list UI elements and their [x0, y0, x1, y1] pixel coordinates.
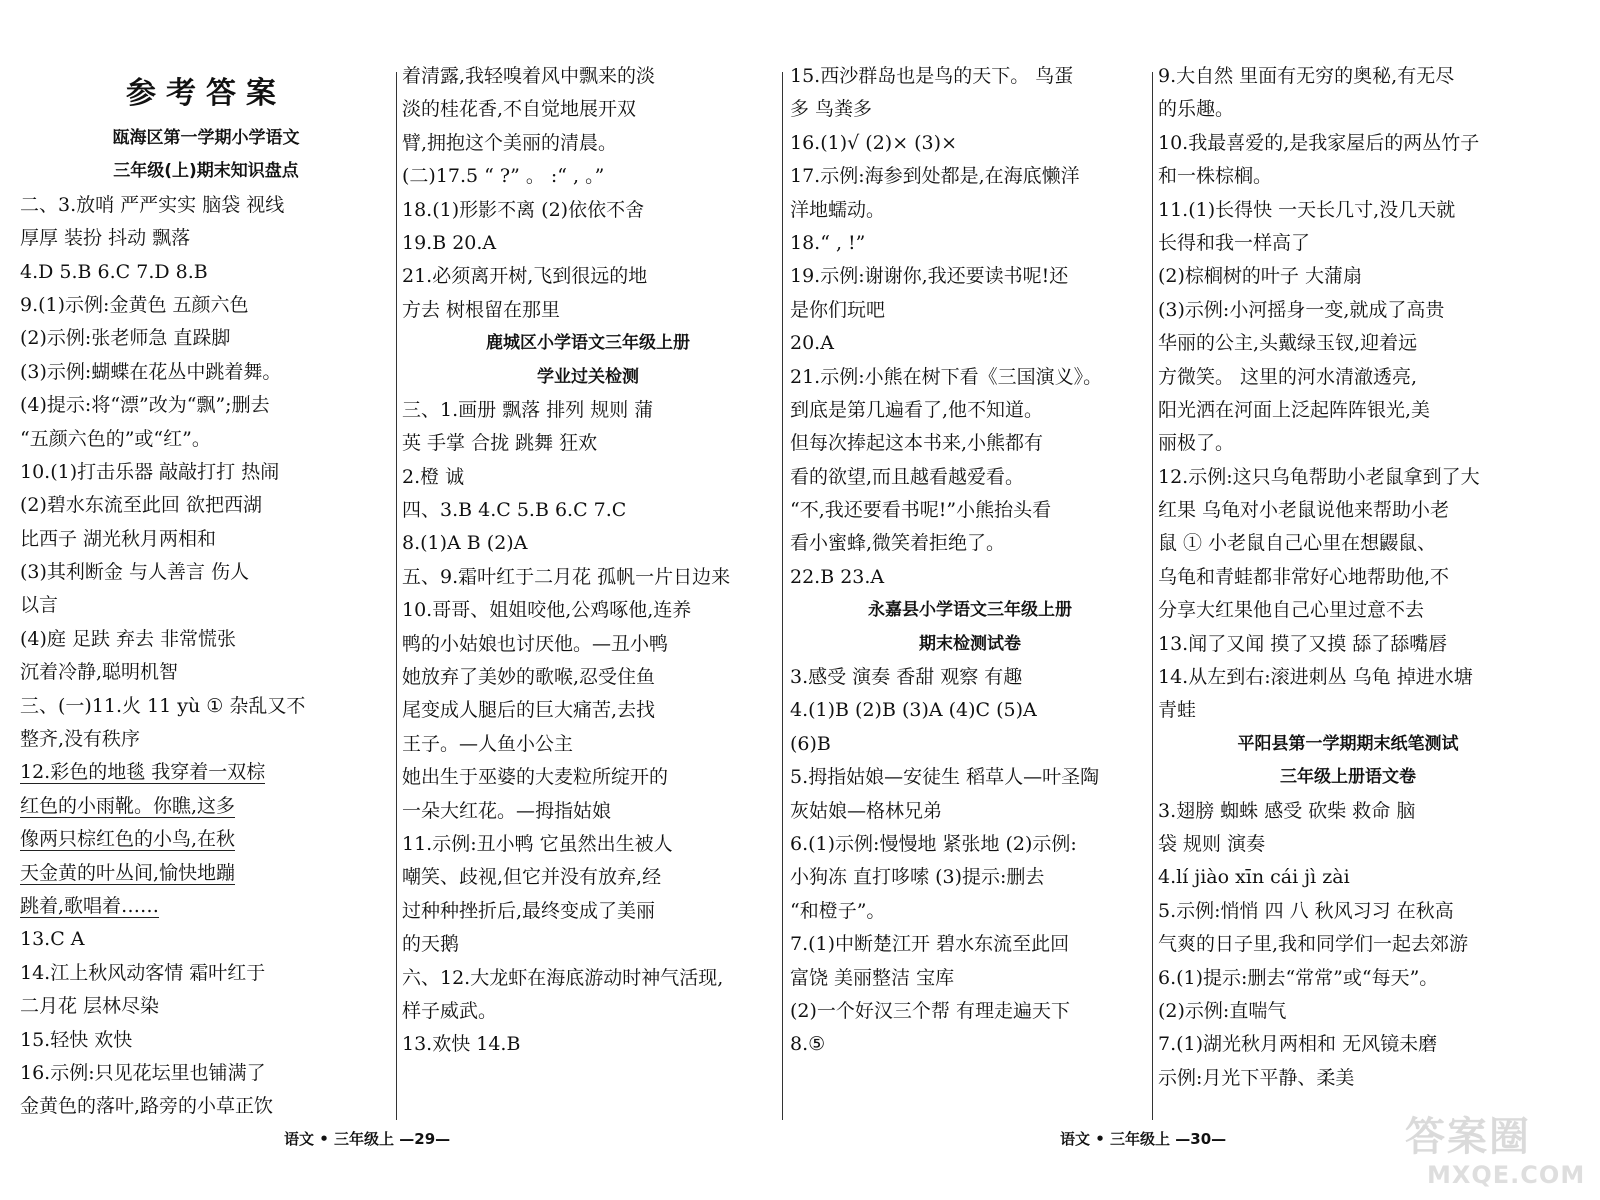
answer-line — [20, 256, 392, 289]
answer-line — [790, 361, 1150, 394]
answer-line — [1158, 260, 1538, 293]
answer-text: 6.(1)提示:删去“常常”或“每天”。 — [1158, 966, 1439, 989]
answer-text: 乌龟和青蛙都非常好心地帮助他,不 — [1158, 565, 1450, 588]
answer-line — [20, 623, 392, 656]
answer-line — [1158, 962, 1538, 995]
answer-text: 的乐趣。 — [1158, 98, 1235, 121]
answer-line — [402, 561, 774, 594]
answer-line — [790, 694, 1150, 727]
answer-line — [402, 828, 774, 861]
answer-text: 尾变成人腿后的巨大痛苦,去找 — [402, 699, 656, 722]
watermark-url: MXQE.COM — [1427, 1161, 1586, 1189]
answer-line — [790, 795, 1150, 828]
answer-text: “和橙子”。 — [790, 899, 886, 922]
answer-text: 6.(1)示例:慢慢地 紧张地 (2)示例: — [790, 832, 1077, 855]
answer-text: 青蛙 — [1158, 699, 1197, 722]
answer-line — [1158, 494, 1538, 527]
answer-line — [20, 1024, 392, 1057]
answer-text: 五、9.霜叶红于二月花 孤帆一片日边来 — [402, 565, 731, 588]
answer-line — [790, 461, 1150, 494]
answer-text: 富饶 美丽整洁 宝库 — [790, 966, 955, 989]
answer-text: (3)示例:小河摇身一变,就成了高贵 — [1158, 298, 1445, 321]
answer-text: 嘲笑、歧视,但它并没有放弃,经 — [402, 866, 662, 889]
answer-text: 瓯海区第一学期小学语文 — [112, 128, 300, 148]
answer-text: 天金黄的叶丛间,愉快地蹦 — [20, 861, 236, 884]
answer-text: 英 手掌 合拢 跳舞 狂欢 — [402, 432, 598, 455]
answer-line — [1158, 995, 1538, 1028]
answer-line — [402, 1028, 774, 1061]
answer-text: 和一株棕榈。 — [1158, 165, 1273, 188]
answer-text: 16.示例:只见花坛里也铺满了 — [20, 1061, 266, 1084]
answer-line — [1158, 1062, 1538, 1095]
answer-text: 示例:月光下平静、柔美 — [1158, 1066, 1355, 1089]
answer-text: 红色的小雨靴。你瞧,这多 — [20, 794, 236, 817]
answer-line — [402, 962, 774, 995]
answer-line — [20, 823, 392, 856]
answer-text: 长得和我一样高了 — [1158, 231, 1311, 254]
answer-line — [790, 928, 1150, 961]
answer-text: 袋 规则 演奏 — [1158, 832, 1266, 855]
answer-line — [402, 194, 774, 227]
answer-line — [1158, 394, 1538, 427]
answer-line — [20, 690, 392, 723]
section-heading — [1158, 728, 1538, 761]
answer-line — [1158, 694, 1538, 727]
answer-text: 平阳县第一学期期末纸笔测试 — [1237, 733, 1459, 754]
answer-line — [402, 227, 774, 260]
answer-text: “五颜六色的”或“红”。 — [20, 427, 211, 450]
answer-line — [20, 523, 392, 556]
answer-line — [402, 661, 774, 694]
answer-line — [790, 995, 1150, 1028]
answer-line — [1158, 594, 1538, 627]
answer-text: 整齐,没有秩序 — [20, 728, 141, 751]
answer-text: 以言 — [20, 594, 59, 617]
answer-text: 5.拇指姑娘—安徒生 稻草人—叶圣陶 — [790, 766, 1100, 789]
answer-text: 4.D 5.B 6.C 7.D 8.B — [20, 260, 208, 283]
answer-text: 气爽的日子里,我和同学们一起去郊游 — [1158, 933, 1469, 956]
column-divider — [1152, 72, 1153, 1120]
answer-line — [790, 561, 1150, 594]
answer-text: 方去 树根留在那里 — [402, 298, 561, 321]
answer-text: 16.(1)√ (2)× (3)× — [790, 131, 957, 154]
answer-text: 二、3.放哨 严严实实 脑袋 视线 — [20, 193, 285, 216]
answer-line — [20, 456, 392, 489]
answer-text: 13.C A — [20, 928, 85, 951]
answer-line — [402, 93, 774, 126]
answer-line — [790, 761, 1150, 794]
answer-text: 10.哥哥、姐姐咬他,公鸡啄他,连养 — [402, 599, 692, 622]
answer-text: 期末检测试卷 — [919, 633, 1021, 654]
answer-line — [20, 756, 392, 789]
answer-text: 9.(1)示例:金黄色 五颜六色 — [20, 293, 249, 316]
answer-line — [1158, 895, 1538, 928]
answer-text: 12.示例:这只乌龟帮助小老鼠拿到了大 — [1158, 465, 1480, 488]
answer-text: (4)提示:将“漂”改为“飘”;删去 — [20, 394, 270, 417]
answer-text: (4)庭 足趺 弃去 非常慌张 — [20, 627, 237, 650]
answer-line — [1158, 194, 1538, 227]
answer-text: 8.⑤ — [790, 1033, 826, 1056]
answer-text: 过种种挫折后,最终变成了美丽 — [402, 899, 656, 922]
answer-text: (2)棕榈树的叶子 大蒲扇 — [1158, 265, 1362, 288]
answer-text: 5.示例:悄悄 四 八 秋风习习 在秋高 — [1158, 899, 1454, 922]
answer-text: 到底是第几遍看了,他不知道。 — [790, 398, 1044, 421]
answer-text: 3.翅膀 蜘蛛 感受 砍柴 救命 脑 — [1158, 799, 1416, 822]
answer-line — [790, 227, 1150, 260]
answer-text: 小狗冻 直打哆嗦 (3)提示:删去 — [790, 866, 1045, 889]
answer-line — [20, 322, 392, 355]
answer-text: 六、12.大龙虾在海底游动时神气活现, — [402, 966, 724, 989]
answer-text: 2.橙 诚 — [402, 465, 465, 488]
answer-line — [1158, 828, 1538, 861]
answer-text: 19.示例:谢谢你,我还要读书呢!还 — [790, 265, 1069, 288]
answer-line — [402, 594, 774, 627]
section-heading — [402, 327, 774, 360]
section-heading — [790, 594, 1150, 627]
answer-text: 12.彩色的地毯 我穿着一双棕 — [20, 761, 266, 784]
answer-line — [402, 694, 774, 727]
answer-line — [790, 160, 1150, 193]
answer-line — [1158, 527, 1538, 560]
column-4 — [1158, 60, 1538, 1095]
answer-line — [1158, 160, 1538, 193]
answer-line — [402, 527, 774, 560]
answer-text: 鸭的小姑娘也讨厌他。—丑小鸭 — [402, 632, 669, 655]
answer-line — [790, 427, 1150, 460]
answer-text: 是你们玩吧 — [790, 298, 886, 321]
answer-text: 三、1.画册 飘落 排列 规则 蒲 — [402, 398, 654, 421]
watermark-text: 答案圈 — [1405, 1114, 1531, 1160]
answer-line — [1158, 628, 1538, 661]
answer-text: 10.(1)打击乐器 敲敲打打 热闹 — [20, 460, 280, 483]
answer-line — [402, 795, 774, 828]
answer-line — [790, 661, 1150, 694]
answer-line — [1158, 928, 1538, 961]
answer-line — [790, 327, 1150, 360]
section-heading — [1158, 761, 1538, 794]
answer-text: 3.感受 演奏 香甜 观察 有趣 — [790, 666, 1023, 689]
answer-line — [1158, 227, 1538, 260]
answer-text: 臂,拥抱这个美丽的清晨。 — [402, 131, 618, 154]
answer-text: 她放弃了美妙的歌喉,忍受住鱼 — [402, 666, 656, 689]
answer-text: 比西子 湖光秋月两相和 — [20, 527, 217, 550]
page-footer-left: 语文 • 三年级上 —29— — [284, 1130, 451, 1148]
answer-text: 沉着冷静,聪明机智 — [20, 661, 179, 684]
answer-line — [20, 990, 392, 1023]
answer-line — [1158, 661, 1538, 694]
answer-text: 三年级(上)期末知识盘点 — [113, 161, 299, 182]
answer-text: 15.西沙群岛也是鸟的天下。 鸟蛋 — [790, 65, 1074, 87]
answer-line — [1158, 1028, 1538, 1061]
section-heading — [790, 628, 1150, 661]
answer-text: 8.(1)A B (2)A — [402, 532, 528, 555]
answer-text: 像两只棕红色的小鸟,在秋 — [20, 828, 236, 851]
answer-text: 21.示例:小熊在树下看《三国演义》。 — [790, 365, 1103, 388]
answer-line — [1158, 427, 1538, 460]
answer-line — [790, 728, 1150, 761]
answer-line — [20, 723, 392, 756]
answer-line — [402, 494, 774, 527]
answer-text: 看小蜜蜂,微笑着拒绝了。 — [790, 532, 1006, 555]
answer-line — [790, 494, 1150, 527]
answer-text: 样子威武。 — [402, 999, 498, 1022]
answer-line — [790, 260, 1150, 293]
answer-text: 洋地蠕动。 — [790, 198, 886, 221]
watermark-logo — [1405, 1105, 1591, 1193]
answer-text: 14.从左到右:滚进刺丛 乌龟 掉进水塘 — [1158, 666, 1473, 689]
answer-text: (2)碧水东流至此回 欲把西湖 — [20, 494, 262, 517]
answer-text: 鼠 ① 小老鼠自己心里在想鼹鼠、 — [1158, 532, 1437, 555]
answer-line — [790, 1028, 1150, 1061]
answer-text: 四、3.B 4.C 5.B 6.C 7.C — [402, 499, 627, 522]
section-heading — [20, 122, 392, 155]
answer-text: 方微笑。 这里的河水清澈透亮, — [1158, 365, 1418, 388]
answer-text: 15.轻快 欢快 — [20, 1028, 133, 1051]
answer-text: 跳着,歌唱着…… — [20, 894, 160, 917]
answer-line — [1158, 93, 1538, 126]
answer-line — [402, 761, 774, 794]
answer-line — [20, 957, 392, 990]
answer-line — [402, 260, 774, 293]
answer-text: 三、(一)11.火 11 yù ① 杂乱又不 — [20, 694, 306, 717]
answer-line — [402, 294, 774, 327]
answer-line — [20, 890, 392, 923]
answer-text: 着清露,我轻嗅着风中飘来的淡 — [402, 65, 656, 87]
section-heading — [20, 155, 392, 188]
answer-text: 4.lí jiào xīn cái jì zài — [1158, 866, 1350, 889]
answer-line — [20, 790, 392, 823]
answer-text: 13.闻了又闻 摸了又摸 舔了舔嘴唇 — [1158, 632, 1448, 655]
answer-line — [20, 656, 392, 689]
answer-line — [20, 489, 392, 522]
answer-line — [402, 861, 774, 894]
answer-text: 的天鹅 — [402, 933, 460, 956]
answer-text: (3)其利断金 与人善言 伤人 — [20, 561, 249, 584]
answer-text: 三年级上册语文卷 — [1280, 767, 1416, 788]
answer-text: 丽极了。 — [1158, 432, 1235, 455]
answer-line — [790, 527, 1150, 560]
answer-text: 看的欲望,而且越看越爱看。 — [790, 465, 1025, 488]
answer-line — [402, 628, 774, 661]
answer-line — [20, 556, 392, 589]
answer-text: 厚厚 装扮 抖动 飘落 — [20, 227, 191, 250]
column-2 — [402, 60, 774, 1062]
column-divider — [782, 72, 783, 1120]
answer-text: 她出生于巫婆的大麦粒所绽开的 — [402, 766, 669, 789]
answer-text: 13.欢快 14.B — [402, 1033, 521, 1056]
answer-text: 金黄色的落叶,路旁的小草正饮 — [20, 1095, 274, 1118]
answer-text: 11.示例:丑小鸭 它虽然出生被人 — [402, 832, 673, 855]
answer-line — [402, 461, 774, 494]
answer-text: 19.B 20.A — [402, 231, 497, 254]
answer-text: 7.(1)中断楚江开 碧水东流至此回 — [790, 933, 1070, 956]
answer-text: 鹿城区小学语文三年级上册 — [486, 333, 690, 354]
answer-text: 学业过关检测 — [537, 366, 639, 387]
answer-text: 22.B 23.A — [790, 565, 885, 588]
answer-text: 18.(1)形影不离 (2)依依不舍 — [402, 198, 645, 221]
section-heading — [402, 361, 774, 394]
answer-line — [1158, 294, 1538, 327]
answer-text: (3)示例:蝴蝶在花丛中跳着舞。 — [20, 360, 282, 383]
answer-line — [402, 427, 774, 460]
answer-line — [20, 923, 392, 956]
answer-text: 18.“ , !” — [790, 231, 866, 254]
answer-text: 11.(1)长得快 一天长几寸,没几天就 — [1158, 198, 1456, 221]
answer-text: 17.示例:海参到处都是,在海底懒洋 — [790, 165, 1080, 188]
answer-line — [790, 294, 1150, 327]
answer-line — [402, 728, 774, 761]
answer-line — [1158, 795, 1538, 828]
answer-text: 华丽的公主,头戴绿玉钗,迎着远 — [1158, 332, 1418, 355]
answer-line — [1158, 561, 1538, 594]
answer-text: 分享大红果他自己心里过意不去 — [1158, 599, 1425, 622]
answer-text: 灰姑娘—格林兄弟 — [790, 799, 943, 822]
answer-line — [790, 60, 1150, 93]
page-title — [20, 66, 392, 122]
answer-text: 红果 乌龟对小老鼠说他来帮助小老 — [1158, 499, 1450, 522]
answer-line — [1158, 60, 1538, 93]
answer-line — [20, 189, 392, 222]
answer-text: 14.江上秋风动客情 霜叶红于 — [20, 961, 266, 984]
answer-line — [20, 222, 392, 255]
answer-text: “不,我还要看书呢!”小熊抬头看 — [790, 499, 1052, 522]
answer-line — [20, 1090, 392, 1123]
answer-text: 多 鸟粪多 — [790, 98, 873, 121]
answer-line — [402, 394, 774, 427]
answer-text: 9.大自然 里面有无穷的奥秘,有无尽 — [1158, 65, 1455, 87]
answer-line — [790, 93, 1150, 126]
answer-line — [1158, 327, 1538, 360]
answer-line — [402, 160, 774, 193]
answer-text: 淡的桂花香,不自觉地展开双 — [402, 98, 637, 121]
answer-line — [20, 356, 392, 389]
answer-line — [790, 828, 1150, 861]
answer-line — [790, 962, 1150, 995]
answer-text: 4.(1)B (2)B (3)A (4)C (5)A — [790, 699, 1037, 722]
answer-line — [790, 194, 1150, 227]
answer-line — [402, 895, 774, 928]
answer-text: 10.我最喜爱的,是我家屋后的两丛竹子 — [1158, 131, 1480, 154]
answer-text: 二月花 层林尽染 — [20, 995, 160, 1018]
answer-line — [790, 127, 1150, 160]
column-1 — [20, 60, 392, 1124]
answer-text: 王子。—人鱼小公主 — [402, 732, 574, 755]
answer-text: 但每次捧起这本书来,小熊都有 — [790, 432, 1044, 455]
answer-text: 21.必须离开树,飞到很远的地 — [402, 265, 648, 288]
answer-line — [790, 861, 1150, 894]
answer-line — [20, 389, 392, 422]
answer-line — [20, 423, 392, 456]
answer-text: (2)示例:直喘气 — [1158, 999, 1287, 1022]
answer-line — [402, 127, 774, 160]
answer-line — [1158, 461, 1538, 494]
answer-line — [20, 1057, 392, 1090]
answer-text: 一朵大红花。—拇指姑娘 — [402, 799, 612, 822]
answer-line — [1158, 361, 1538, 394]
answer-line — [1158, 861, 1538, 894]
column-3 — [790, 60, 1150, 1062]
answer-text: 阳光洒在河面上泛起阵阵银光,美 — [1158, 398, 1431, 421]
answer-text: 20.A — [790, 332, 834, 355]
answer-text: (2)一个好汉三个帮 有理走遍天下 — [790, 999, 1070, 1022]
answer-line — [790, 895, 1150, 928]
answer-text: (6)B — [790, 732, 831, 755]
answer-text: 参考答案 — [126, 76, 286, 111]
answer-text: (2)示例:张老师急 直跺脚 — [20, 327, 231, 350]
answer-text: (二)17.5 “ ?” 。 :“ , 。” — [402, 165, 605, 188]
answer-line — [20, 289, 392, 322]
answer-text: 永嘉县小学语文三年级上册 — [868, 600, 1072, 621]
column-divider — [396, 72, 397, 1120]
answer-line — [20, 857, 392, 890]
answer-line — [402, 60, 774, 93]
answer-line — [1158, 127, 1538, 160]
page-footer-right: 语文 • 三年级上 —30— — [1060, 1130, 1227, 1148]
answer-line — [20, 589, 392, 622]
answer-line — [402, 995, 774, 1028]
answer-line — [402, 928, 774, 961]
answer-text: 7.(1)湖光秋月两相和 无风镜未磨 — [1158, 1033, 1438, 1056]
answer-line — [790, 394, 1150, 427]
